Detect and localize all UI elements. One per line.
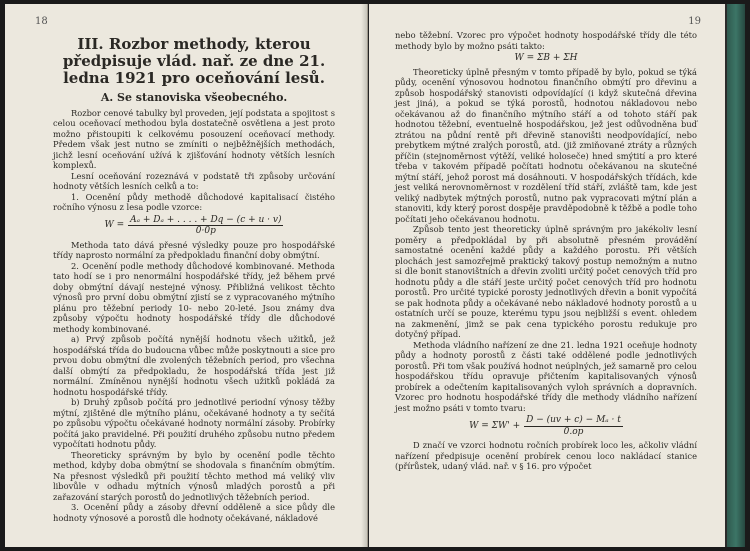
chapter-title: III. Rozbor methody, kterou předpisuje vlád. nař. ze dne 21. ledna 1921 pro oceňování lesů. [62,35,326,87]
book-spread [5,4,745,547]
formula-numerator: D − (uv + c) − Mₐ · t [526,415,621,425]
right-text-column [395,30,697,472]
formula-government-method [395,415,697,437]
formula-lhs: W = [104,220,125,231]
paragraph: a) Prvý způsob počítá nynější hodnotu všech užitků, jež hospodářská třída do budoucna vůbec může poskytnouti a sice pro prvou dobu obmýtní dle zvolených těžebních period, pro všechna další obmýtí za předpokladu, že hospodářská třída jest již normální. Zmíněnou nynější hodnotu všech užitků pokládá za hodnotu hospodářské třídy. [53,334,335,397]
book-cover-edge [727,4,745,547]
paragraph: 1. Ocenění půdy methodě důchodové kapitalisací čistého ročního výnosu z lesa podle vzorce: [53,191,335,212]
paragraph: 2. Ocenění podle methody důchodové kombinované. Methoda tato hodí se i pro nenormální hospodářské třídy, jež během prvé doby obmýtní dávají nestejné výnosy. Přibližná velikost těchto výnosů pro první dobu obmýtní zjistí se z vypracovaného mýtního plánu pro těžební periody 10- nebo 20-leté. Jsou známy dva způsoby výpočtu hodnoty hospodářské třídy dle důchodové methody kombinované. [53,260,335,334]
formula-fraction [128,215,283,237]
formula-sum: W = ΣB + ΣH [514,53,578,63]
paragraph: Způsob tento jest theoreticky úplně správným pro jakékoliv lesní poměry a předpokládal by při absolutně přesném provádění samostatné ocenění každé půdy a každého porostu. Při větších plochách jest samozřejmě praktický takový postup nemožným a nutno si dle bonit stanovištních a dřevin zvoliti určitý počet cenových tříd pro hodnotu půdy a dle stáří jeste určitý počet cenových tříd pro hodnotu porostů. Pro určité typické porosty jednotlivých dřevin a bonit vypočítá se pak hodnota půdy a očekávané nebo nákladové hodnoty porostů a u ostatních určí se pouze, kterému typu jsou nejbližší s event. ohledem na zakmenění, jimž se pak cena typického porostu redukuje pro dotyčný případ. [395,224,697,339]
formula-fraction [524,415,623,437]
formula-denominator: 0.op [563,426,584,437]
formula-denominator: 0·0p [195,226,216,236]
section-heading: A. Se stanoviska všeobecného. [100,91,288,104]
paragraph: Rozbor cenové tabulky byl proveden, její podstata a spojitost s celou oceňovací methodou byla dostatečně osvětlena a jest proto možno přistoupiti k celkovému posouzení oceňovací methody. Předem však jest nutno se zmíniti o nejběžnějších methodách, jichž lesní oceňování užívá k zjišťování hodnoty větších lesních komplexů. [53,107,335,170]
paragraph: Lesní oceňování rozeznává v podstatě tři způsoby určování hodnoty větších lesních celků a to: [53,170,335,191]
formula-income-method [53,215,335,237]
right-page [369,4,725,547]
left-page [5,4,368,547]
paragraph: Methoda tato dává přesné výsledky pouze pro hospodářské třídy naprosto normální za předpokladu finanční doby obmýtní. [53,239,335,260]
paragraph: Methoda vládního nařízení ze dne 21. ledna 1921 oceňuje hodnoty půdy a hodnoty porostů z části také oddělené podle jednotlivých porostů. Při tom však používá hodnot neúplných, jež samarně pro celou hospodářskou třídu opravuje přičtením kapitalisovaných výnosů probírek a odečtením kapitalisovaných vyloh správních a dopravních. Vzorec pro hodnotu hospodářské třídy dle methody vládního nařízení jest možno psáti v tomto tvaru: [395,339,697,413]
formula-numerator: Aₐ + Dₐ + . . . . + Dq − (c + u · v) [130,214,282,225]
left-text-column [53,32,335,523]
paragraph: 3. Ocenění půdy a zásoby dřevní odděleně a sice půdy dle hodnoty výnosové a porostů dle hodnoty očekávané, nákladové [53,502,335,523]
paragraph: Theoreticky správným by bylo by ocenění podle těchto method, kdyby doba obmýtní se shodovala s finančním obmýtím. Na přesnost výsledků při použití těchto method má veliký vliv libovůle v odhadu mýtních výnosů mladých porostů a při zařazování starých porostů do jednotlivých těžebních period. [53,449,335,502]
paragraph: D značí ve vzorci hodnotu ročních probírek loco les, ačkoliv vládní nařízení předpisuje ocenění probírek cenou loco nakládací stanice (přírůstek, udaný vlád. nař. v § 16. pro výpočet [395,440,697,471]
page-number: 19 [688,16,701,27]
formula-lhs: W = ΣW' + [469,420,521,431]
paragraph: Theoreticky úplně přesným v tomto případě by bylo, pokud se týká půdy, ocenění výnosovou hodnotou finančního obmýtí pro dřevinu a způsob hospodářský stanovisti odpovídající (i když skutečná dřevina jest jiná), a pokud se týká porostů, hodnotou nákladovou nebo očekávanou až do finančního mýtního stáří a od tohoto stáří pak hodnotou těžební, eventuelně hospodářskou, jež jest odůvodněna buď ztrátou na půdní rentě při dřevině stanovišti neodpovídající, nebo prebytkem mýtné zralých porostů, atd. (již zmiňované ztráty a různých příčin (stejnoměrnost výtěží, veliké holoseče) hned smýtití a pro které třeba v takovém případě počítati hodnotu očekávanou na skutečné mýtní stáří, jehož porost má dosáhnouti. V hospodářských třídách, kde jest veliká nerovnoměrnost v rozdělení tříd stáří, zvláště tam, kde jest veliký nadbytek mýtných porostů, nutno pak vypracovati mýtní plán a stanoviti, kdy který porost dospěje pravděpodobně k těžbě a podle toho počítati jeho očekávanou hodnotu. [395,66,697,224]
paragraph: b) Druhý způsob počítá pro jednotlivé periodní výnosy těžby mýtní, zjištěné dle mýtního plánu, očekávané hodnoty a ty sečítá po způsobu výpočtu očekávané hodnoty normální zásoby. Probírky počítá jako pravidelné. Při použití druhého způsobu nutno předem vypočítati hodnotu půdy. [53,397,335,449]
page-number: 18 [35,16,48,27]
paragraph: nebo těžební. Vzorec pro výpočet hodnoty hospodářské třídy dle této methody bylo by možno psáti takto: [395,30,697,51]
